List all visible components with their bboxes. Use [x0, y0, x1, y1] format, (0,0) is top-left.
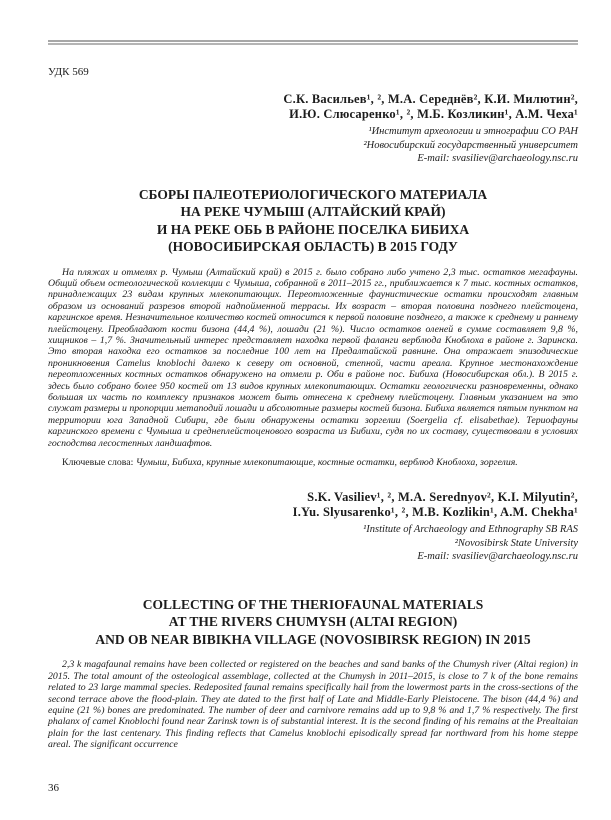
affiliations-ru: [48, 125, 578, 166]
affiliation-ru-2: ²Новосибирский государственный университет: [363, 139, 578, 151]
authors-en-line1: S.K. Vasiliev¹, ², M.A. Serednyov², K.I. Milyutin²,: [307, 490, 578, 505]
header-double-rule: [48, 40, 578, 45]
article-title-ru: [48, 186, 578, 256]
authors-ru-line2: И.Ю. Слюсаренко¹, ², М.Б. Козликин¹, А.М. Чеха¹: [289, 107, 578, 121]
authors-ru: [48, 92, 578, 122]
affiliations-en: [48, 523, 578, 564]
authors-en: [48, 490, 578, 520]
authors-ru-line1: С.К. Васильев¹, ², М.А. Середнёв², К.И. Милютин²,: [283, 92, 578, 106]
title-ru-line2: НА РЕКЕ ЧУМЫШ (АЛТАЙСКИЙ КРАЙ): [180, 204, 446, 219]
affiliation-en-1: ¹Institute of Archaeology and Ethnography SB RAS: [363, 524, 578, 536]
keywords-label: Ключевые слова:: [62, 457, 134, 468]
abstract-ru: На пляжах и отмелях р. Чумыш (Алтайский край) в 2015 г. было собрано либо учтено 2,3 тыс. остатков мегафауны. Общий объем остеологической коллекции с Чумыша, собранной в 2011–2015 гг., приближается к 7 тыс. костных остатков, принадлежащих 23 видам крупных млекопитающих. Переотложенные фаунистические остатки происходят главным образом из оснований разрезов второй надпойменной террасы. Их возраст – вторая половина позднего плейстоцена, каргинское время. Незначительное количество костей относится к первой половине позднего, а также к среднему и раннему плейстоцену. Преобладают кости бизона (44,4 %), лошади (21 %). Число остатков оленей в сумме составляет 9,8 %, хищников – 1,7 %. Значительный интерес представляет находка первой фаланги верблюда Кноблоха в районе г. Заринска. Это вторая находка его остатков за последние 100 лет на Предалтайской равнине. Она отражает эпизодические проникновения Camelus knoblochi далеко к северу от основной, степной, части ареала. Крупное местонахождение переотложенных костных остатков обнаружено на отмели р. Оби в районе пос. Бибиха (Новосибирская обл.). В 2015 г. здесь было собрано более 950 костей от 13 видов крупных млекопитающих. Остатки геологически разновременны, однако большая их часть по комплексу признаков может быть отнесена к среднему плейстоцену. Главным указанием на это служат размеры и пропорции метаподий лошади и абсолютные размеры костей бизона. Бибиха является пятым пунктом на территории юга Западной Сибири, где были обнаружены остатки зоргелии (Soergelia cf. elisabethae). Териофауны каргинского времени с Чумыша и среднеплейстоценового возраста из Бибихи, судя по их составу, существовали в условиях господства лесостепных ландшафтов.: [48, 266, 578, 449]
udc-code: УДК 569: [48, 66, 89, 78]
page-number: 36: [48, 782, 59, 794]
email-en: E-mail: svasiliev@archaeology.nsc.ru: [417, 551, 578, 563]
title-ru-line1: СБОРЫ ПАЛЕОТЕРИОЛОГИЧЕСКОГО МАТЕРИАЛА: [138, 186, 488, 202]
abstract-en: 2,3 k magafaunal remains have been collected or registered on the beaches and sand banks of the Chumysh river (Altai region) in 2015. The total amount of the osteological assemblage, collected at the Chumysh in 2011–2015, is close to 7 k of the bone remains related to 23 large mammal species. Redeposited faunal remains specifically hail from the lowermost parts in the cross-sections of the second terrace above the flood-plain. They ate dated to the first half of Late and Middle-Early Pleistocene. The bison (44,4 %) and equine (21 %) bones are predominated. The number of deer and carnivore remains add up to 9,8 % and 1,7 % respectively. The first phalanx of camel Knoblochi found near Zarinsk town is of substantial interest. It is the second finding of his remains at the Prealtaian plain for the last centenary. This finding reflects that Camelus knoblochi episodically spread far northward from his home steppe areal. The significant occurrence: [48, 659, 578, 751]
affiliation-en-2: ²Novosibirsk State University: [454, 537, 578, 549]
affiliation-ru-1: ¹Институт археологии и этнографии СО РАН: [368, 126, 578, 137]
keywords-ru: [48, 457, 578, 468]
english-section: [48, 490, 578, 750]
title-en-line2: AT THE RIVERS CHUMYSH (ALTAI REGION): [168, 614, 458, 630]
authors-en-line2: I.Yu. Slyusarenko¹, ², M.B. Kozlikin¹, A.M. Chekha¹: [292, 505, 578, 520]
keywords-list: Чумыш, Бибиха, крупные млекопитающие, костные остатки, верблюд Кноблоха, зоргелия.: [135, 457, 518, 468]
article-title-en: [48, 596, 578, 649]
title-ru-line3: И НА РЕКЕ ОБЬ В РАЙОНЕ ПОСЕЛКА БИБИХА: [156, 221, 470, 237]
email-ru: E-mail: svasiliev@archaeology.nsc.ru: [417, 153, 578, 164]
title-en-line3: AND OB NEAR BIBIKHA VILLAGE (NOVOSIBIRSK REGION) IN 2015: [95, 631, 531, 647]
title-ru-line4: (НОВОСИБИРСКАЯ ОБЛАСТЬ) В 2015 ГОДУ: [168, 239, 458, 254]
title-en-line1: COLLECTING OF THE THERIOFAUNAL MATERIALS: [142, 596, 484, 612]
